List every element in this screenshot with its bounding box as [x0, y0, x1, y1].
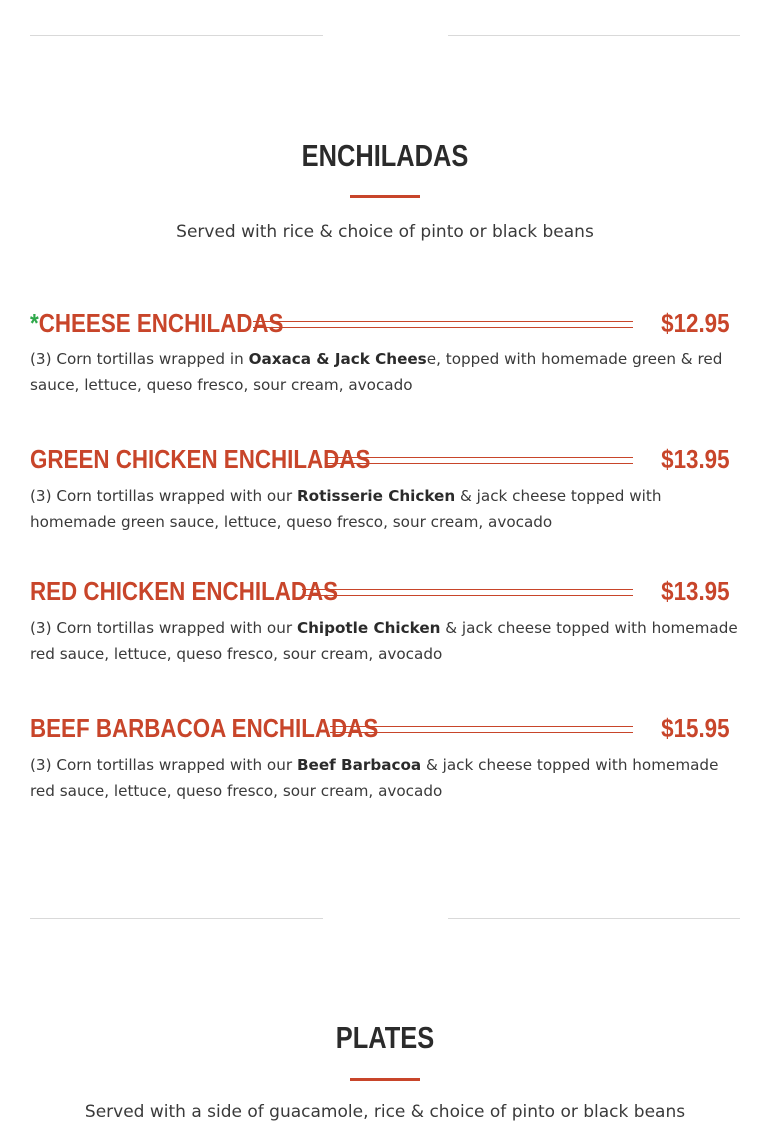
title-accent-plates	[350, 1078, 420, 1081]
menu-item-name-cheese-enchiladas	[30, 308, 283, 339]
top-divider-left	[30, 35, 323, 36]
desc-text: & jack cheese topped with homemade red sauce, lettuce, queso fresco, sour cream, avocado	[30, 756, 719, 800]
vegetarian-star-icon: *	[30, 308, 39, 338]
menu-item-rule	[253, 321, 633, 328]
menu-item-price: $12.95	[661, 308, 730, 338]
desc-text: (3) Corn tortillas wrapped with our	[30, 756, 297, 774]
menu-item-price: $13.95	[661, 444, 730, 474]
desc-highlight: Beef Barbacoa	[296, 756, 422, 774]
section-subtitle-enchiladas: Served with rice & choice of pinto or black beans	[176, 222, 594, 242]
mid-divider-right	[448, 918, 740, 919]
menu-item-name-beef-barbacoa-enchiladas	[30, 713, 378, 744]
menu-item-title: GREEN CHICKEN ENCHILADAS	[30, 444, 371, 474]
section-title-plates: PLATES	[335, 1020, 435, 1055]
section-subtitle-plates: Served with a side of guacamole, rice & choice of pinto or black beans	[84, 1102, 686, 1122]
desc-highlight: Oaxaca & Jack Chees	[248, 350, 427, 368]
menu-item-name-green-chicken-enchiladas	[30, 444, 370, 475]
menu-item-title: RED CHICKEN ENCHILADAS	[30, 576, 339, 606]
menu-item-rule	[330, 726, 633, 733]
desc-text: e, topped with homemade green & red sauce, lettuce, queso fresco, sour cream, avocado	[30, 350, 723, 394]
desc-text: (3) Corn tortillas wrapped with our	[30, 619, 297, 637]
title-accent-enchiladas	[350, 195, 420, 198]
desc-highlight: Chipotle Chicken	[296, 619, 441, 637]
menu-item-rule	[327, 457, 633, 464]
desc-text: (3) Corn tortillas wrapped in	[30, 350, 249, 368]
menu-item-description	[30, 615, 742, 667]
menu-item-description	[30, 752, 742, 804]
section-title-enchiladas: ENCHILADAS	[301, 138, 469, 173]
desc-text: & jack cheese topped with homemade red sauce, lettuce, queso fresco, sour cream, avocado	[30, 619, 738, 663]
menu-item-rule	[302, 589, 633, 596]
mid-divider-left	[30, 918, 323, 919]
menu-item-description	[30, 346, 742, 398]
menu-item-title: BEEF BARBACOA ENCHILADAS	[30, 713, 379, 743]
menu-item-price: $13.95	[661, 576, 730, 606]
menu-item-price: $15.95	[661, 713, 730, 743]
desc-text: (3) Corn tortillas wrapped with our	[30, 487, 297, 505]
top-divider-right	[448, 35, 740, 36]
menu-item-title: CHEESE ENCHILADAS	[38, 308, 284, 338]
desc-highlight: Rotisserie Chicken	[296, 487, 456, 505]
menu-item-name-red-chicken-enchiladas	[30, 576, 338, 607]
desc-text: & jack cheese topped with homemade green sauce, lettuce, queso fresco, sour cream, avocado	[30, 487, 662, 531]
menu-item-description	[30, 483, 742, 535]
